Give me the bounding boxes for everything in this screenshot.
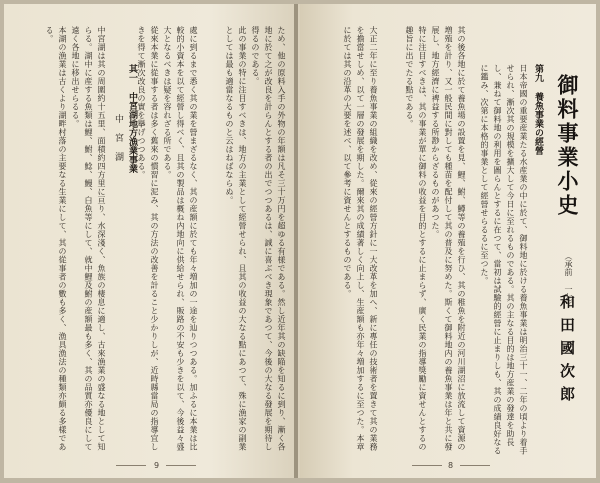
right-page — [300, 4, 596, 478]
continuation-tag: （承前 一七） — [564, 252, 573, 309]
right-body-column-c: 大正二年に至り養魚事業の組織を改め、從來の經營方針に一大改革を加へ、新に專任の技術者を置きて其の業務を擔當せしめ、以て一層の發展を期した。爾來其の成績著しく向上し、生産額も亦年々増加するに至つた。本章に於ては其の沿革の大要を述べ、以て參考に資せんとするものである。 — [343, 26, 378, 451]
left-body-column-b: 處に到るまで悉く其の業を營まざるなく、其の産額に於ても年々増加の一途を辿りつつある。加ふるに本業は比較的小資本を以て經營し得べく、且其の製品は概ね内地向に供給せられ、販路の不安も少きを以て、今後益々盛大となるべきは疑を容れざる所である。 從來本業に從事する者は多く舊來の慣習に泥み、其の方法の改善を計ること少かりしが、近時縣當局の指導宜しきを得て漸次改良の實を擧げつつある。 — [137, 26, 198, 451]
left-body-column-a: ため、他の原料入手の外物の年額は凡そ三十万円を超ゆる有様である。然し近年其の缺陥を知るに到り、漸く各地に於て之が改良を計らんとする者の出でつつあるは、誠に喜ぶべき現象であつて、今後の大なる發展を期待し得るのである。 此の事業の特に注目すべきは、地方の主業として經營せられ、且其の收益の大なる點にあつて、殊に漁家の副業としては最も適當なるものと云はねばならぬ。 — [225, 26, 286, 451]
right-folio-rule-a — [412, 465, 442, 466]
article-title: 御料事業小史 — [555, 74, 580, 218]
left-body-column-c: 中宮湖は其の周圍約十五里、面積約四方里に亘り、水深淺く、魚族の棲息に適し、古來漁業の盛なる地として知らる。湖中に産する魚類は鯉、鮒、鯰、鰻、白魚等にして、就中鯉及鮒の産額最も多く、其の品質亦優良にして遠く各地に移出せらるる。 本湖の漁業は古くより湖畔村落の主要なる生業にして、其の從事者の數も多く、漁具漁法の種類亦頗る多樣である。 — [45, 26, 106, 451]
left-page-number: 9 — [154, 461, 160, 470]
right-page-number: 8 — [448, 461, 454, 470]
book-spread — [4, 4, 596, 478]
right-body-column-a: 日本帝國の重要産業たる水産業の中に於て、御料地に於ける養魚事業は明治三十一、二年の頃より着手せられ、漸次其の規模を擴大して今日に至れるものである。其の主なる目的は地方産業の發達を助長し、兼ねて御料地の利用を圖らんとするに在つて、當初は試驗的經營に止まりしも、其の成績良好なるに鑑み、次第に本格的事業として經營せらるるに至つた。 — [480, 64, 528, 455]
author-name: 和田國次郎 — [558, 294, 576, 409]
right-body-column-b: 其の後各地に於て養魚場の設置を見、鯉、鮒、鱒等の養殖を行ひ、其の稚魚を附近の河川湖沼に放流して資源の増殖を計り、又一般民間に對しても種苗を配付して其の普及に努めた。斯くて御料地内の養魚事業は年と共に發展し、地方經濟に裨益する所尠からざるものがあつた。 特に注目すべきは、其の事業が單に御料の收益を目的とするに止まらず、廣く民業の指導獎勵に資せんとするの趣旨に出でたる點である。 — [405, 26, 466, 451]
left-folio-rule-a — [116, 465, 146, 466]
left-section-heading: 其一 中宮湖地方漁業事業 — [127, 64, 137, 173]
right-section-heading: 第九 養魚事業の經營 — [533, 64, 543, 155]
left-folio-rule-b — [166, 465, 196, 466]
book-gutter — [294, 4, 298, 478]
left-subheading: 中 宮 湖 — [113, 114, 123, 161]
right-folio-rule-b — [460, 465, 490, 466]
left-page — [4, 4, 300, 478]
